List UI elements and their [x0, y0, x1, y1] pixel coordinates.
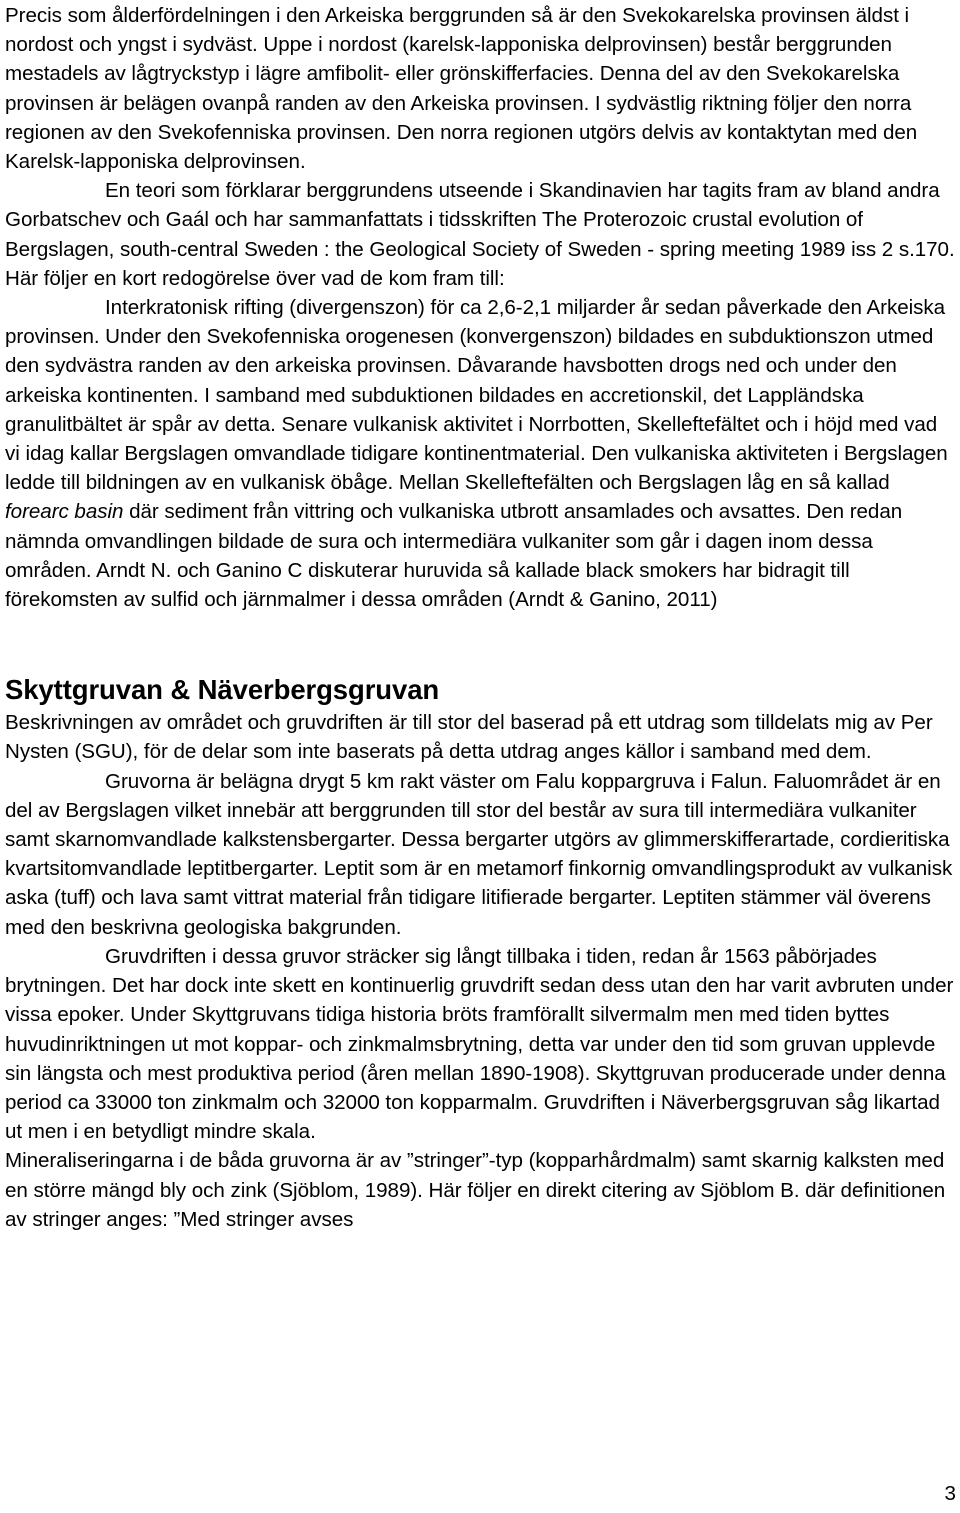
page-number: 3: [944, 1482, 956, 1505]
paragraph-teori: En teori som förklarar berggrundens utseende i Skandinavien har tagits fram av bland andra Gorbatschev och Gaál och har sammanfattats i tidsskriften The Proterozoic crustal evolution of Bergslagen, south-central Sweden : the Geological Society of Sweden - spring meeting 1989 iss 2 s.170. Här följer en kort redogörelse över vad de kom fram till:: [5, 179, 955, 290]
paragraph-gruvorna: Gruvorna är belägna drygt 5 km rakt väster om Falu koppargruva i Falun. Faluområdet är en del av Bergslagen vilket innebär att berggrunden till stor del består av sura till intermediära vulkaniter samt skarnomvandlade kalkstensbergarter. Dessa bergarter utgörs av glimmerskifferartade, cordieritiska kvartsitomvandlade leptitbergarter. Leptit som är en metamorf finkornig omvandlingsprodukt av vulkanisk aska (tuff) och lava samt vittrat material från tidigare litifierade bergarter. Leptiten stämmer väl överens med den beskrivna geologiska bakgrunden.: [5, 769, 953, 939]
section-heading: Skyttgruvan & Näverbergsgruvan: [5, 674, 440, 706]
paragraph-svekokarelska: Precis som ålderfördelningen i den Arkeiska berggrunden så är den Svekokarelska provinsen äldst i nordost och yngst i sydväst. Uppe i nordost (karelsk-lapponiska delprovinsen) består berggrunden mestadels av lågtryckstyp i lägre amfibolit- eller grönskifferfacies. Denna del av den Svekokarelska provinsen är belägen ovanpå randen av den Arkeiska provinsen. I sydvästlig riktning följer den norra regionen av den Svekofenniska provinsen. Den norra regionen utgörs delvis av kontaktytan med den Karelsk-lapponiska delprovinsen.: [5, 4, 918, 174]
paragraph-beskrivningen: Beskrivningen av området och gruvdriften är till stor del baserad på ett utdrag som tilldelats mig av Per Nysten (SGU), för de delar som inte baserats på detta utdrag anges källor i samband med dem.: [5, 711, 933, 764]
paragraph-rifting-text-cont: där sediment från vittring och vulkaniska utbrott ansamlades och avsattes. Den redan nämnda omvandlingen bildade de sura och intermediära vulkaniter som går i dagen inom dessa områden. Arndt N. och Ganino C diskuterar huruvida så kallade black smokers har bidragit till förekomsten av sulfid och järnmalmer i dessa områden (Arndt & Ganino, 2011): [5, 500, 903, 612]
paragraph-gruvdriften: Gruvdriften i dessa gruvor sträcker sig långt tillbaka i tiden, redan år 1563 påbörjades brytningen. Det har dock inte skett en kontinuerlig gruvdrift sedan dess utan den har varit avbruten under vissa epoker. Under Skyttgruvans tidiga historia bröts framförallt silvermalm men med tiden byttes huvudinriktningen ut mot koppar- och zinkmalmsbrytning, detta var under den tid som gruvan upplevde sin längsta och mest produktiva period (åren mellan 1890-1908). Skyttgruvan producerade under denna period ca 33000 ton zinkmalm och 32000 ton kopparmalm. Gruvdriften i Näverbergsgruvan såg likartad ut men i en betydligt mindre skala.: [5, 944, 954, 1144]
paragraph-mineraliseringarna: Mineraliseringarna i de båda gruvorna är av ”stringer”-typ (kopparhårdmalm) samt skarnig kalksten med en större mängd bly och zink (Sjöblom, 1989). Här följer en direkt citering av Sjöblom B. där definitionen av stringer anges: ”Med stringer avses: [5, 1149, 946, 1231]
paragraph-rifting-text: Interkratonisk rifting (divergenszon) för ca 2,6-2,1 miljarder år sedan påverkade den Arkeiska provinsen. Under den Svekofenniska orogenesen (konvergenszon) bildades en subduktionszon utmed den sydvästra randen av den arkeiska provinsen. Dåvarande havsbotten drogs ned och under den arkeiska kontinenten. I samband med subduktionen bildades en accretionskil, det Lappländska granulitbältet är spår av detta. Senare vulkanisk aktivitet i Norrbotten, Skelleftefältet och i höjd med vad vi idag kallar Bergslagen omvandlade tidigare kontinentmaterial. Den vulkaniska aktiviteten i Bergslagen ledde till bildningen av en vulkanisk öbåge. Mellan Skelleftefälten och Bergslagen låg en så kallad: [5, 296, 948, 495]
forearc-basin-term: forearc basin: [5, 500, 124, 524]
paragraph-rifting: [5, 293, 957, 614]
document-page: [5, 1, 957, 1234]
section-spacer: [5, 614, 957, 672]
